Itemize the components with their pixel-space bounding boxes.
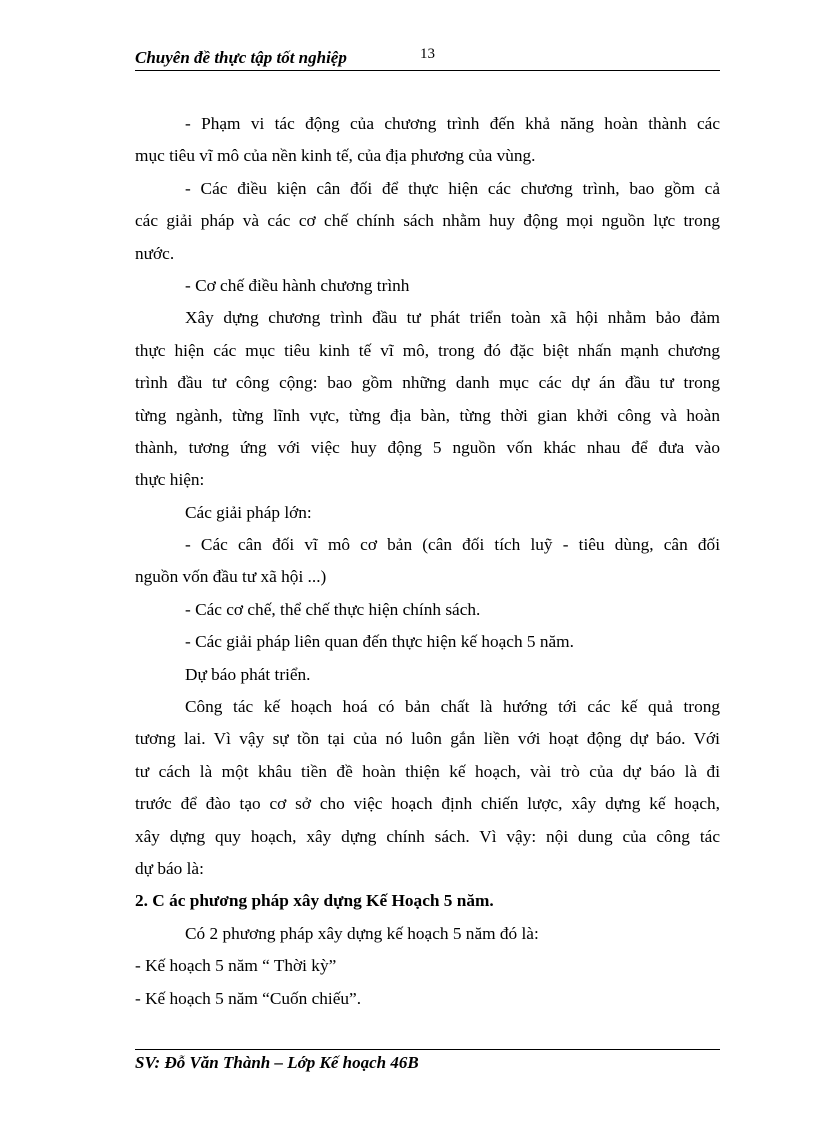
body-line: - Các cân đối vĩ mô cơ bản (cân đối tích luỹ - tiêu dùng, cân đối — [185, 535, 720, 555]
body-line: mục tiêu vĩ mô của nền kinh tế, của địa phương của vùng. — [135, 146, 536, 166]
page-header — [135, 46, 720, 72]
body-line: thực hiện các mục tiêu kinh tế vĩ mô, trong đó đặc biệt nhấn mạnh chương — [135, 340, 720, 360]
section-heading: 2. C ác phương pháp xây dựng Kế Hoạch 5 năm. — [135, 891, 494, 911]
body-line: - Các điều kiện cân đối để thực hiện các chương trình, bao gồm cả — [185, 178, 720, 198]
body-line: thực hiện: — [135, 470, 205, 490]
body-line: xây dựng quy hoạch, xây dựng chính sách. Vì vậy: nội dung của công tác — [135, 826, 720, 846]
body-line: từng ngành, từng lĩnh vực, từng địa bàn, từng thời gian khởi công và hoàn — [135, 405, 720, 425]
body-line: - Kế hoạch 5 năm “Cuốn chiếu”. — [135, 988, 362, 1008]
body-line: tương lai. Vì vậy sự tồn tại của nó luôn gắn liền với hoạt động dự báo. Với — [135, 729, 720, 749]
header-title: Chuyên đề thực tập tốt nghiệp — [135, 48, 347, 67]
body-line: trình đầu tư công cộng: bao gồm những danh mục các dự án đầu tư trong — [135, 373, 720, 393]
body-line: - Các cơ chế, thể chế thực hiện chính sách. — [185, 599, 481, 619]
body-line: nước. — [135, 243, 175, 263]
body-line: tư cách là một khâu tiền đề hoàn thiện kế hoạch, vài trò của dự báo là đi — [135, 761, 720, 781]
body-line: Công tác kế hoạch hoá có bản chất là hướng tới các kế quả trong — [185, 697, 720, 717]
body-line: Dự báo phát triển. — [185, 664, 311, 684]
header-divider — [135, 70, 720, 71]
body-line: Xây dựng chương trình đầu tư phát triển toàn xã hội nhằm bảo đảm — [185, 308, 720, 328]
body-line: Các giải pháp lớn: — [185, 502, 312, 522]
document-body — [135, 108, 720, 1015]
page-number: 13 — [420, 46, 435, 62]
body-line: Có 2 phương pháp xây dựng kế hoạch 5 năm đó là: — [185, 923, 539, 943]
body-line: - Cơ chế điều hành chương trình — [185, 275, 410, 295]
body-line: - Phạm vi tác động của chương trình đến khả năng hoàn thành các — [185, 114, 720, 133]
page-footer: SV: Đỗ Văn Thành – Lớp Kế hoạch 46B — [135, 1053, 419, 1072]
footer-divider — [135, 1049, 720, 1050]
body-line: nguồn vốn đầu tư xã hội ...) — [135, 567, 327, 587]
body-line: trước để đào tạo cơ sở cho việc hoạch định chiến lược, xây dựng kế hoạch, — [135, 794, 720, 814]
body-line: - Kế hoạch 5 năm “ Thời kỳ” — [135, 956, 337, 976]
body-line: - Các giải pháp liên quan đến thực hiện kế hoạch 5 năm. — [185, 632, 574, 652]
body-line: thành, tương ứng với việc huy động 5 nguồn vốn khác nhau để đưa vào — [135, 437, 720, 457]
body-line: các giải pháp và các cơ chế chính sách nhằm huy động mọi nguồn lực trong — [135, 211, 720, 231]
body-line: dự báo là: — [135, 858, 204, 878]
